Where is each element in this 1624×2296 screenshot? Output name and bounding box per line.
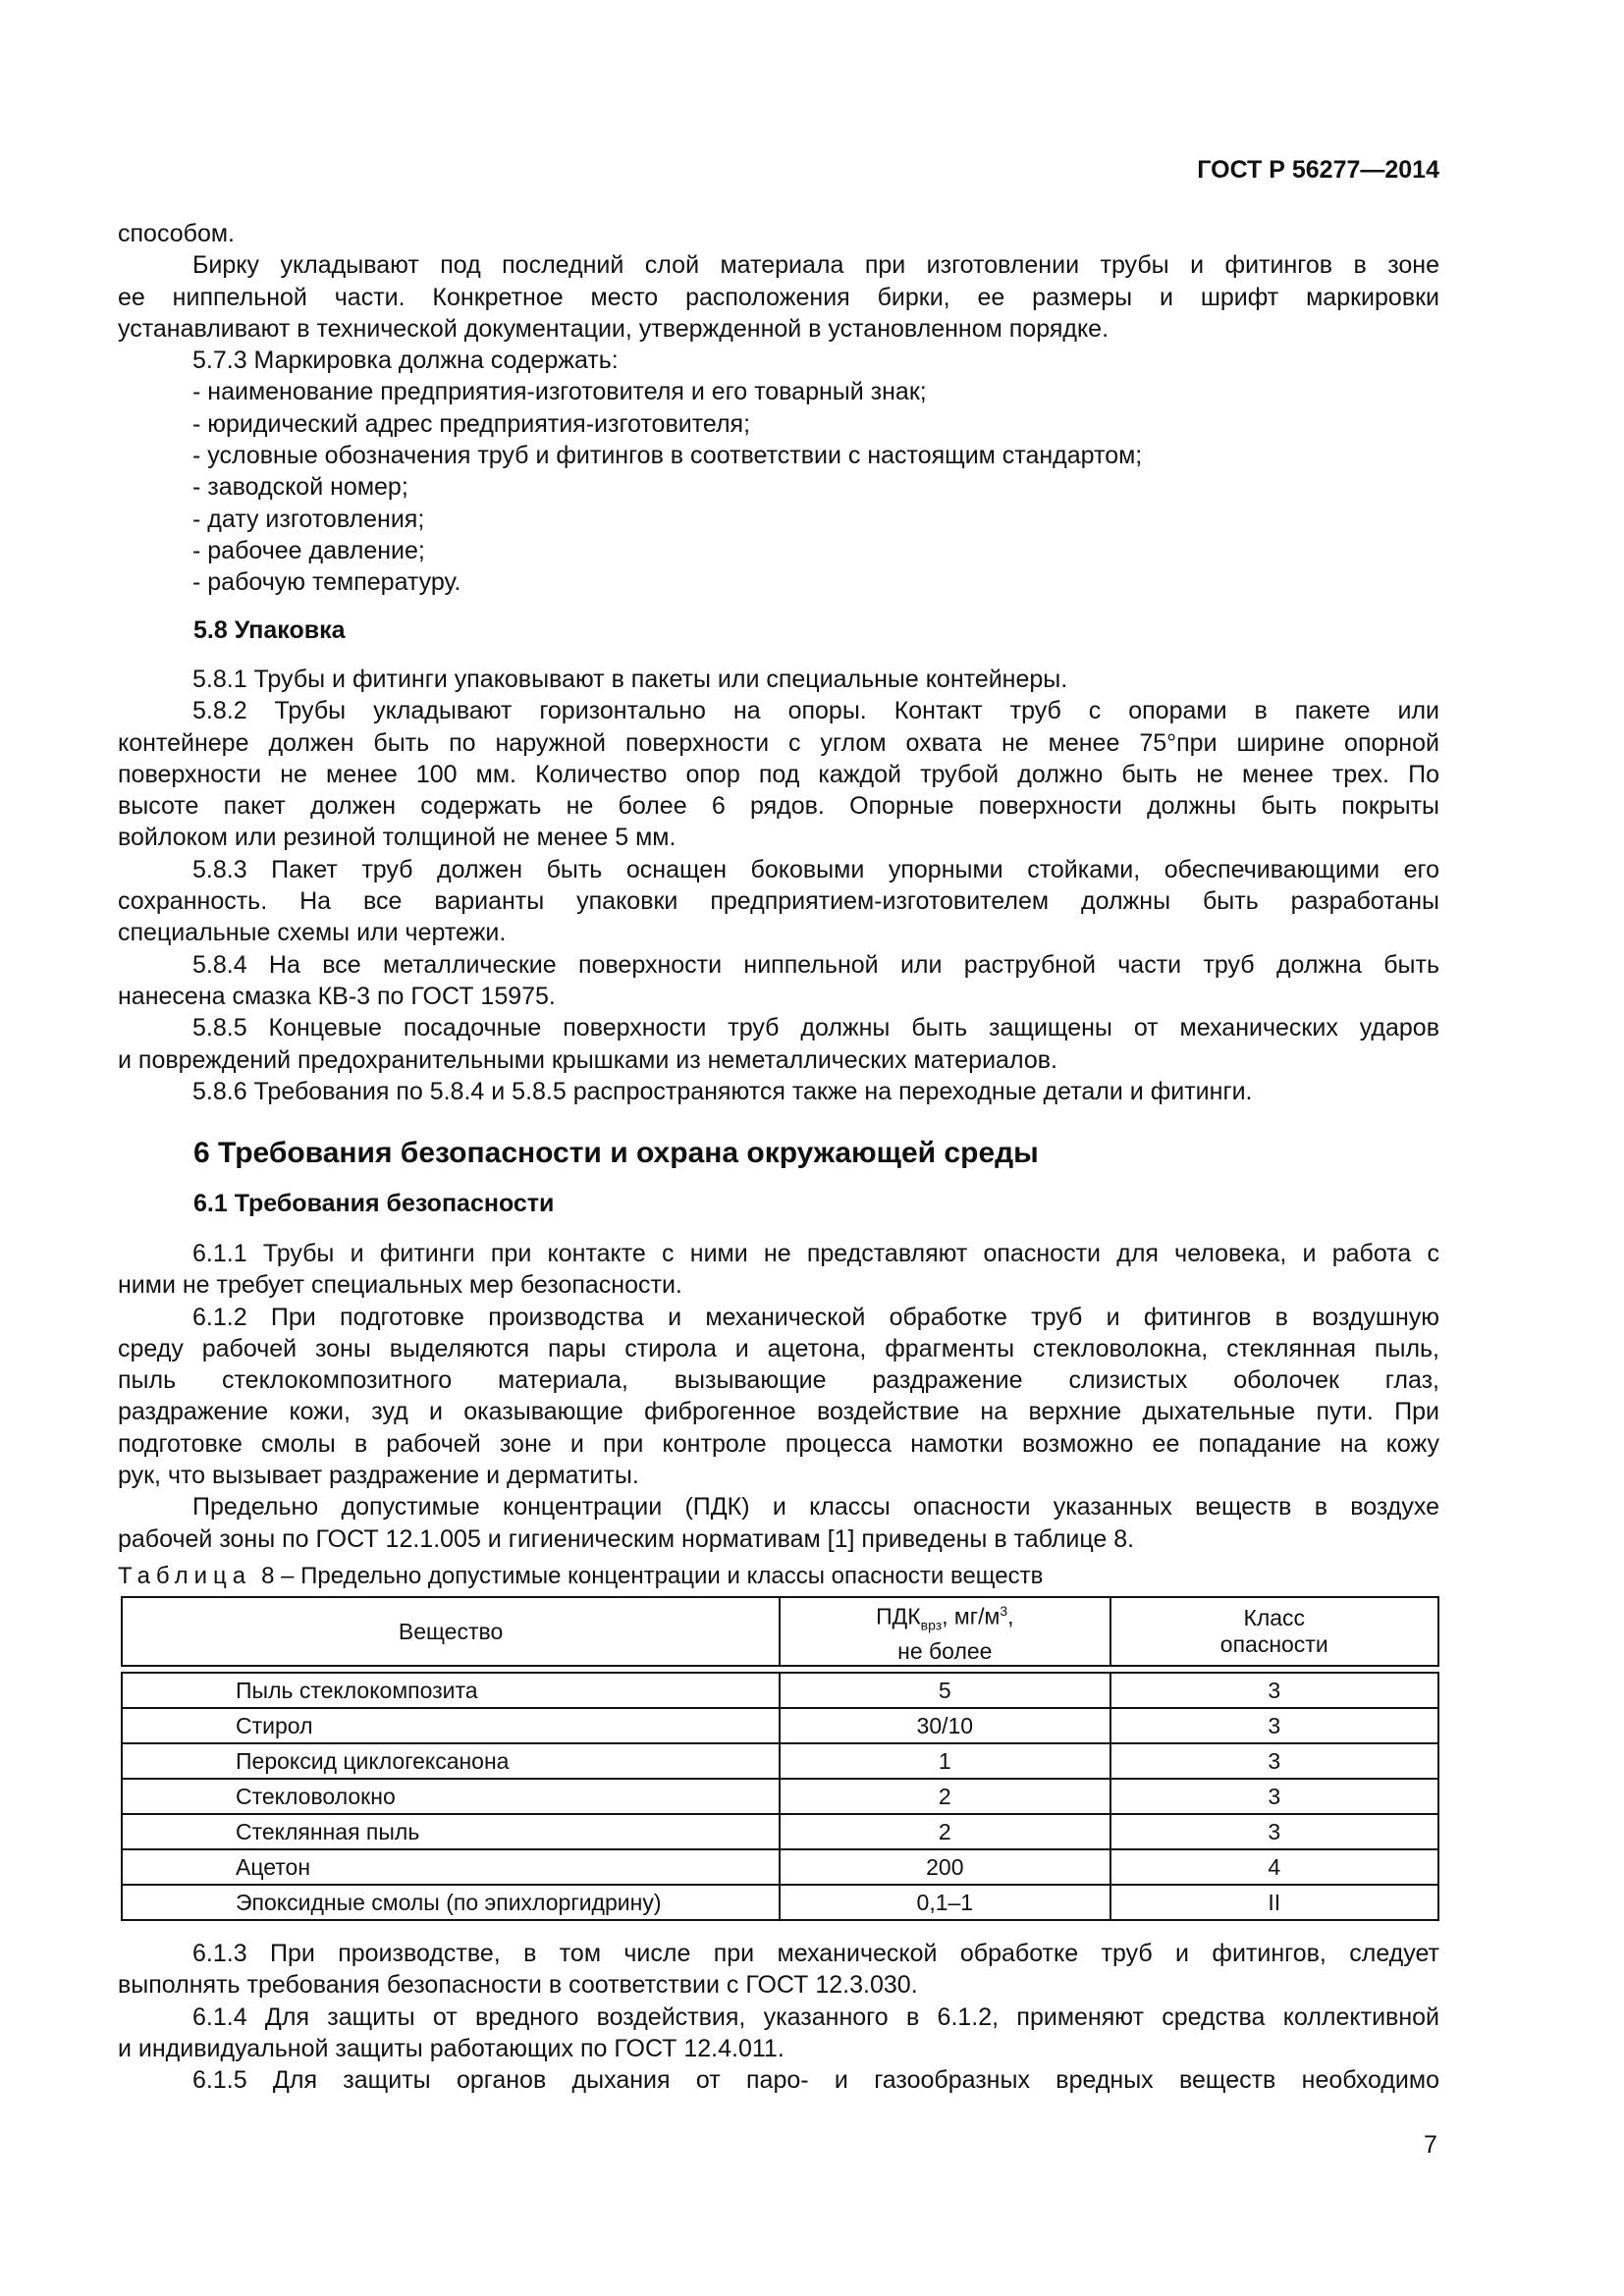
text-line: устанавливают в технической документации, утвержденной в установленном порядке. (118, 314, 1110, 343)
text-line: Предельно допустимые концентрации (ПДК) и классы опасности указанных веществ в воздухе (192, 1493, 1439, 1522)
class-cell: 3 (1110, 1708, 1439, 1743)
paragraph (118, 1938, 1439, 2002)
text-line: 6.1.4 Для защиты от вредного воздействия, указанного в 6.1.2, применяют средства коллективной (192, 2002, 1439, 2031)
text-line: 5.8.4 На все металлические поверхности ниппельной или раструбной части труб должна быть (192, 950, 1439, 979)
pdk-cell: 5 (780, 1673, 1110, 1708)
substance-cell: Стеклянная пыль (122, 1814, 780, 1849)
text-line: 6.1.2 При подготовке производства и механической обработке труб и фитингов в воздушную (192, 1303, 1439, 1331)
pdk-cell: 0,1–1 (780, 1885, 1110, 1920)
text-line: 6.1.5 Для защиты органов дыхания от паро- и газообразных вредных веществ необходимо (192, 2066, 1439, 2095)
text-line: 6.1.3 При производстве, в том числе при механической обработке труб и фитингов, следует (192, 1940, 1439, 1967)
text-line: - рабочую температуру. (192, 568, 461, 597)
paragraph (118, 2002, 1439, 2065)
text-line: пыль стеклокомпозитного материала, вызывающие раздражение слизистых оболочек глаз, (118, 1366, 1439, 1395)
pdk-subscript: врз (920, 1617, 943, 1633)
text-line: подготовке смолы в рабочей зоне и при контроле процесса намотки возможно ее попадание на кожу (118, 1429, 1439, 1458)
text-line: - дату изготовления; (192, 505, 425, 533)
table-caption-text: 8 – Предельно допустимые концентрации и классы опасности веществ (261, 1563, 1044, 1589)
text-line: рабочей зоны по ГОСТ 12.1.005 и гигиеническим нормативам [1] приведены в таблице 8. (118, 1524, 1135, 1553)
header-separator (122, 1666, 1438, 1673)
text-line: - юридический адрес предприятия-изготовителя; (192, 409, 751, 438)
paragraph (118, 535, 1439, 566)
class-cell: 4 (1110, 1849, 1439, 1885)
table-header-row (122, 1597, 1438, 1666)
pdk-label: ПДК (876, 1603, 921, 1629)
text-line: сохранность. На все варианты упаковки предприятием-изготовителем должны быть разработаны (118, 887, 1439, 916)
text-line: и индивидуальной защиты работающих по ГОСТ 12.4.011. (118, 2034, 785, 2062)
paragraph (118, 376, 1439, 407)
table-row (122, 1814, 1438, 1849)
class-cell: 3 (1110, 1743, 1439, 1779)
text-line: ними не требует специальных мер безопасности. (118, 1271, 682, 1300)
paragraph (118, 695, 1439, 853)
substance-cell: Стирол (122, 1708, 780, 1743)
paragraph (118, 408, 1439, 440)
section-safety-continued (118, 1938, 1439, 2096)
pdk-limit: не более (897, 1638, 993, 1665)
paragraph (118, 1076, 1439, 1107)
text-line: 5.8.5 Концевые посадочные поверхности труб должны быть защищены от механических ударов (192, 1014, 1439, 1042)
document-header-id: ГОСТ Р 56277—2014 (1197, 156, 1439, 184)
substance-cell: Пероксид циклогексанона (122, 1743, 780, 1779)
section-safety (118, 1238, 1439, 1555)
class-cell: 3 (1110, 1814, 1439, 1849)
text-line: 5.7.3 Маркировка должна содержать: (192, 347, 619, 375)
heading-packaging: 5.8 Упаковка (193, 616, 346, 644)
text-line: выполнять требования безопасности в соответствии с ГОСТ 12.3.030. (118, 1971, 918, 2000)
paragraph (118, 2064, 1439, 2096)
table-row (122, 1708, 1438, 1743)
pdk-cell: 2 (780, 1814, 1110, 1849)
paragraph (118, 440, 1439, 471)
paragraph (118, 504, 1439, 535)
text-line: войлоком или резиной толщиной не менее 5 мм. (118, 824, 677, 852)
paragraph (118, 1491, 1439, 1555)
text-line: ее ниппельной части. Конкретное место расположения бирки, ее размеры и шрифт маркировки (118, 283, 1439, 311)
paragraph (118, 249, 1439, 345)
table-row (122, 1743, 1438, 1779)
table-row (122, 1849, 1438, 1885)
text-line: Бирку укладывают под последний слой материала при изготовлении трубы и фитингов в зоне (192, 251, 1439, 280)
text-line: нанесена смазка КВ-3 по ГОСТ 15975. (118, 982, 556, 1010)
table-row (122, 1885, 1438, 1920)
pdk-unit: , мг/м (942, 1603, 1001, 1629)
table-caption (118, 1562, 1043, 1591)
text-line: 6.1.1 Трубы и фитинги при контакте с ними не представляют опасности для человека, и работа с (192, 1240, 1439, 1267)
class-label-1: Класс (1243, 1605, 1306, 1631)
header-substance: Вещество (122, 1597, 780, 1666)
substance-cell: Стекловолокно (122, 1779, 780, 1814)
section-packaging (118, 664, 1439, 1107)
text-line: 5.8.3 Пакет труб должен быть оснащен боковыми упорными стойками, обеспечивающими его (192, 855, 1439, 883)
header-hazard-class (1110, 1597, 1439, 1666)
pdk-cell: 200 (780, 1849, 1110, 1885)
text-line: контейнере должен быть по наружной поверхности с углом охвата не менее 75°при ширине опорной (118, 728, 1439, 757)
substance-cell: Эпоксидные смолы (по эпихлоргидрину) (122, 1885, 780, 1920)
text-line: - наименование предприятия-изготовителя и его товарный знак; (192, 378, 927, 406)
paragraph (118, 471, 1439, 503)
pdk-comma: , (1007, 1603, 1014, 1629)
text-line: 5.8.2 Трубы укладывают горизонтально на опоры. Контакт труб с опорами в пакете или (192, 697, 1439, 725)
pdk-cell: 30/10 (780, 1708, 1110, 1743)
class-cell: II (1110, 1885, 1439, 1920)
paragraph (118, 1012, 1439, 1076)
class-cell: 3 (1110, 1673, 1439, 1708)
paragraph (118, 345, 1439, 376)
substance-cell: Пыль стеклокомпозита (122, 1673, 780, 1708)
page-number: 7 (1424, 2131, 1437, 2159)
hazard-table (121, 1596, 1439, 1921)
paragraph (118, 1302, 1439, 1492)
text-line: рук, что вызывает раздражение и дерматиты. (118, 1462, 639, 1490)
paragraph (118, 949, 1439, 1013)
class-cell: 3 (1110, 1779, 1439, 1814)
pdk-cell: 1 (780, 1743, 1110, 1779)
section-marking (118, 218, 1439, 599)
text-line: - рабочее давление; (192, 536, 425, 564)
text-line: и повреждений предохранительными крышками из неметаллических материалов. (118, 1045, 1057, 1074)
paragraph (118, 664, 1439, 695)
heading-section-6: 6 Требования безопасности и охрана окружающей среды (193, 1137, 1039, 1169)
heading-safety-requirements: 6.1 Требования безопасности (193, 1190, 555, 1217)
pdk-superscript: 3 (1000, 1603, 1008, 1619)
table-caption-label: Таблица (118, 1563, 252, 1589)
pdk-cell: 2 (780, 1779, 1110, 1814)
table-row (122, 1673, 1438, 1708)
table-row (122, 1779, 1438, 1814)
paragraph (118, 566, 1439, 598)
class-label-2: опасности (1219, 1631, 1328, 1658)
text-line: 5.8.6 Требования по 5.8.4 и 5.8.5 распространяются также на переходные детали и фитинги. (192, 1077, 1253, 1105)
text-line: раздражение кожи, зуд и оказывающие фиброгенное воздействие на верхние дыхательные пути. При (118, 1398, 1439, 1426)
text-line: поверхности не менее 100 мм. Количество опор под каждой трубой должно быть не менее трех. По (118, 760, 1439, 788)
header-pdk (780, 1597, 1110, 1666)
text-line: - заводской номер; (192, 473, 408, 502)
text-line: - условные обозначения труб и фитингов в соответствии с настоящим стандартом; (192, 442, 1143, 470)
paragraph (118, 854, 1439, 949)
paragraph (118, 218, 1439, 249)
text-line: высоте пакет должен содержать не более 6 рядов. Опорные поверхности должны быть покрыты (118, 792, 1439, 821)
text-line: способом. (118, 220, 235, 247)
text-line: 5.8.1 Трубы и фитинги упаковывают в пакеты или специальные контейнеры. (192, 666, 1068, 693)
substance-cell: Ацетон (122, 1849, 780, 1885)
separator-cell (122, 1666, 1438, 1673)
paragraph (118, 1238, 1439, 1302)
text-line: специальные схемы или чертежи. (118, 919, 507, 947)
text-line: среду рабочей зоны выделяются пары стирола и ацетона, фрагменты стекловолокна, стеклянная пыль, (118, 1334, 1439, 1362)
